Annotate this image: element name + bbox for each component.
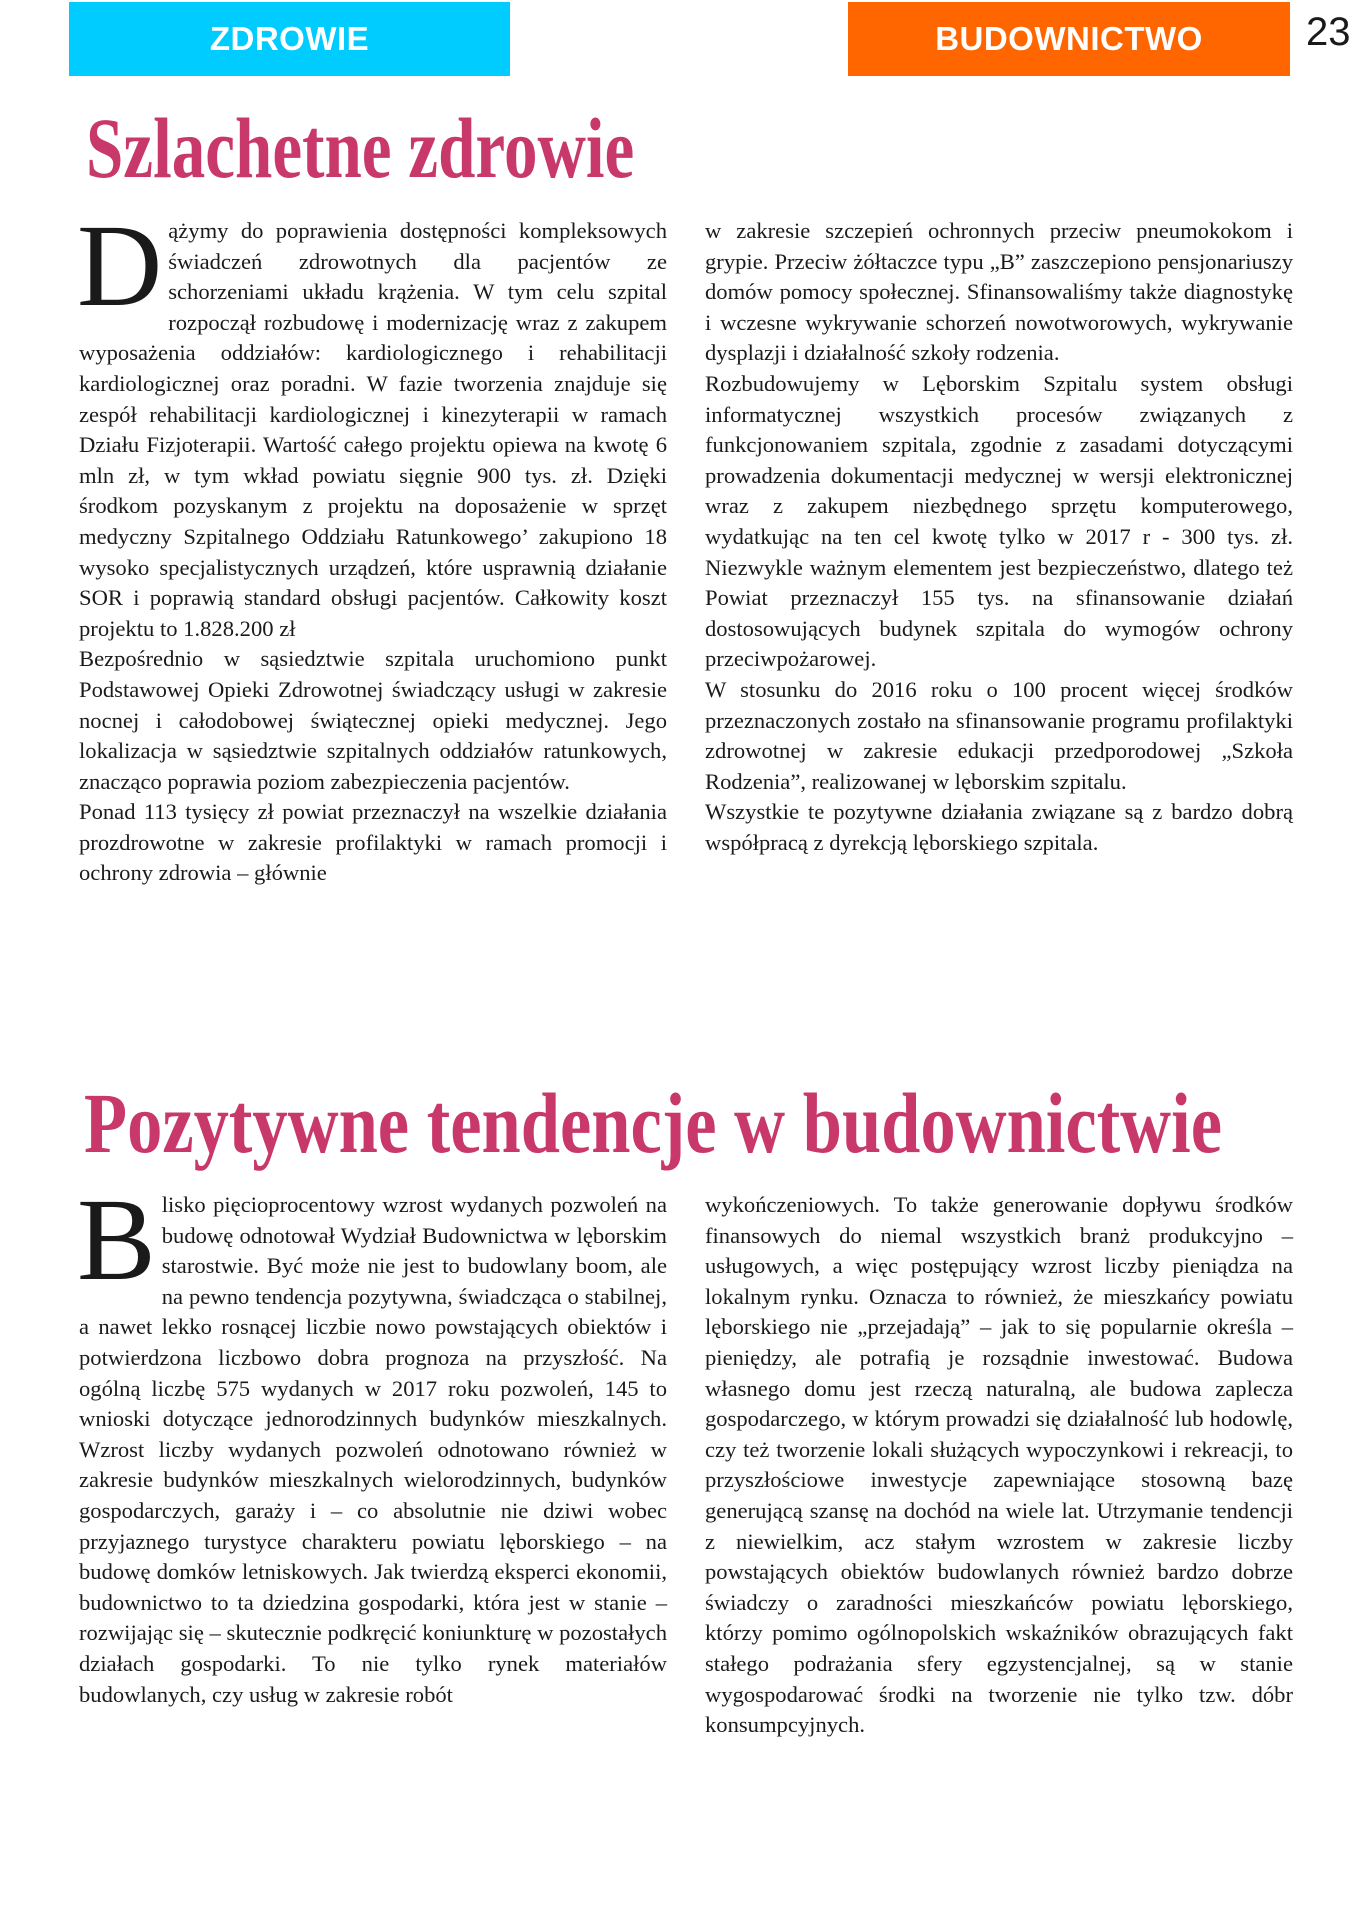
paragraph: Wszystkie te pozytywne działania związane są z bardzo dobrą współpracą z dyrekcją lęborskiego szpitala. [705, 799, 1293, 855]
section-banner-zdrowie [69, 2, 510, 76]
paragraph: wykończeniowych. To także generowanie dopływu środków finansowych do niemal wszystkich branż produkcyjno – usługowych, a więc postępujący wzrost liczby pieniądza na lokalnym rynku. Oznacza to również, że mieszkańcy powiatu lęborskiego nie „przejadają” – jak to się popularnie określa – pieniędzy, ale potrafią je rozsądnie inwestować. Budowa własnego domu jest rzeczą naturalną, ale budowa zaplecza gospodarczego, w którym prowadzi się działalność lub hodowlę, czy też tworzenie lokali służących wypoczynkowi i rekreacji, to przyszłościowe inwestycje zapewniające stosowną bazę generującą szansę na dochód na wiele lat. Utrzymanie tendencji z niewielkim, acz stałym wzrostem w zakresie liczby powstających obiektów budowlanych również bardzo dobrze świadczy o zaradności mieszkańców powiatu lęborskiego, którzy pomimo ogólnopolskich wskaźników obrazujących fakt stałego podrażania sfery egzystencjalnej, są w stanie wygospodarować środki na tworzenie nie tylko tzw. dóbr konsumpcyjnych. [705, 1192, 1293, 1738]
drop-cap: B [77, 1174, 156, 1305]
drop-cap: D [77, 200, 163, 331]
article-health-column-1 [77, 200, 667, 889]
article-construction-column-1 [77, 1174, 667, 1710]
article-construction-column-2 [705, 1190, 1293, 1741]
section-label: ZDROWIE [209, 20, 370, 57]
section-banner-budownictwo [848, 2, 1290, 76]
paragraph: Ponad 113 tysięcy zł powiat przeznaczył na wszelkie działania prozdrowotne w zakresie profilaktyki w ramach promocji i ochrony zdrowia – głównie [79, 799, 667, 886]
article-health-column-2 [705, 216, 1293, 858]
article-title-health: Szlachetne zdrowie [86, 100, 635, 196]
paragraph: Blisko pięcioprocentowy wzrost wydanych pozwoleń na budowę odnotował Wydział Budownictwa w lęborskim starostwie. Być może nie jest to budowlany boom, ale na pewno tendencja pozytywna, świadcząca o stabilnej, a nawet lekko rosnącej liczbie nowo powstających obiektów i potwierdzona liczbowo dobra prognoza na przyszłość. Na ogólną liczbę 575 wydanych w 2017 roku pozwoleń, 145 to wnioski dotyczące jednorodzinnych budynków mieszkalnych. Wzrost liczby wydanych pozwoleń odnotowano również w zakresie budynków mieszkalnych wielorodzinnych, budynków gospodarczych, garaży i – co absolutnie nie dziwi wobec przyjaznego turystyce charakteru powiatu lęborskiego – na budowę domków letniskowych. Jak twierdzą eksperci ekonomii, budownictwo to ta dziedzina gospodarki, która jest w stanie – rozwijając się – skutecznie podkręcić koniunkturę w pozostałych działach gospodarki. To nie tylko rynek materiałów budowlanych, czy usług w zakresie robót [77, 1174, 667, 1707]
section-label: BUDOWNICTWO [935, 20, 1203, 57]
paragraph: Rozbudowujemy w Lęborskim Szpitalu system obsługi informatycznej wszystkich procesów związanych z funkcjonowaniem szpitala, zgodnie z zasadami dotyczącymi prowadzenia dokumentacji medycznej w wersji elektronicznej wraz z zakupem niezbędnego sprzętu komputerowego, wydatkując na ten cel kwotę tylko w 2017 r - 300 tys. zł. Niezwykle ważnym elementem jest bezpieczeństwo, dlatego też Powiat przeznaczył 155 tys. na sfinansowanie działań dostosowujących budynek szpitala do wymogów ochrony przeciwpożarowej. [705, 370, 1293, 672]
paragraph: W stosunku do 2016 roku o 100 procent więcej środków przeznaczonych zostało na sfinansowanie programu profilaktyki zdrowotnej w zakresie edukacji przedporodowej „Szkoła Rodzenia”, realizowanej w lęborskim szpitalu. [705, 676, 1293, 794]
paragraph: Dążymy do poprawienia dostępności kompleksowych świadczeń zdrowotnych dla pacjentów ze schorzeniami układu krążenia. W tym celu szpital rozpoczął rozbudowę i modernizację wraz z zakupem wyposażenia oddziałów: kardiologicznego i rehabilitacji kardiologicznej oraz poradni. W fazie tworzenia znajduje się zespół rehabilitacji kardiologicznej i kinezyterapii w ramach Działu Fizjoterapii. Wartość całego projektu opiewa na kwotę 6 mln zł, w tym wkład powiatu sięgnie 900 tys. zł. Dzięki środkom pozyskanym z projektu na doposażenie w sprzęt medyczny Szpitalnego Oddziału Ratunkowego’ zakupiono 18 wysoko specjalistycznych urządzeń, które usprawnią działanie SOR i poprawią standard obsługi pacjentów. Całkowity koszt projektu to 1.828.200 zł [77, 200, 667, 641]
article-title-construction: Pozytywne tendencje w budownictwie [84, 1075, 1223, 1171]
page-number: 23 [1306, 10, 1351, 54]
paragraph: Bezpośrednio w sąsiedztwie szpitala uruchomiono punkt Podstawowej Opieki Zdrowotnej świadczący usługi w zakresie nocnej i całodobowej świątecznej opieki medycznej. Jego lokalizacja w sąsiedztwie szpitalnych oddziałów ratunkowych, znacząco poprawia poziom zabezpieczenia pacjentów. [79, 646, 667, 794]
paragraph: w zakresie szczepień ochronnych przeciw pneumokokom i grypie. Przeciw żółtaczce typu „B” zaszczepiono pensjonariuszy domów pomocy społecznej. Sfinansowaliśmy także diagnostykę i wczesne wykrywanie schorzeń nowotworowych, wykrywanie dysplazji i działalność szkoły rodzenia. [705, 218, 1293, 366]
